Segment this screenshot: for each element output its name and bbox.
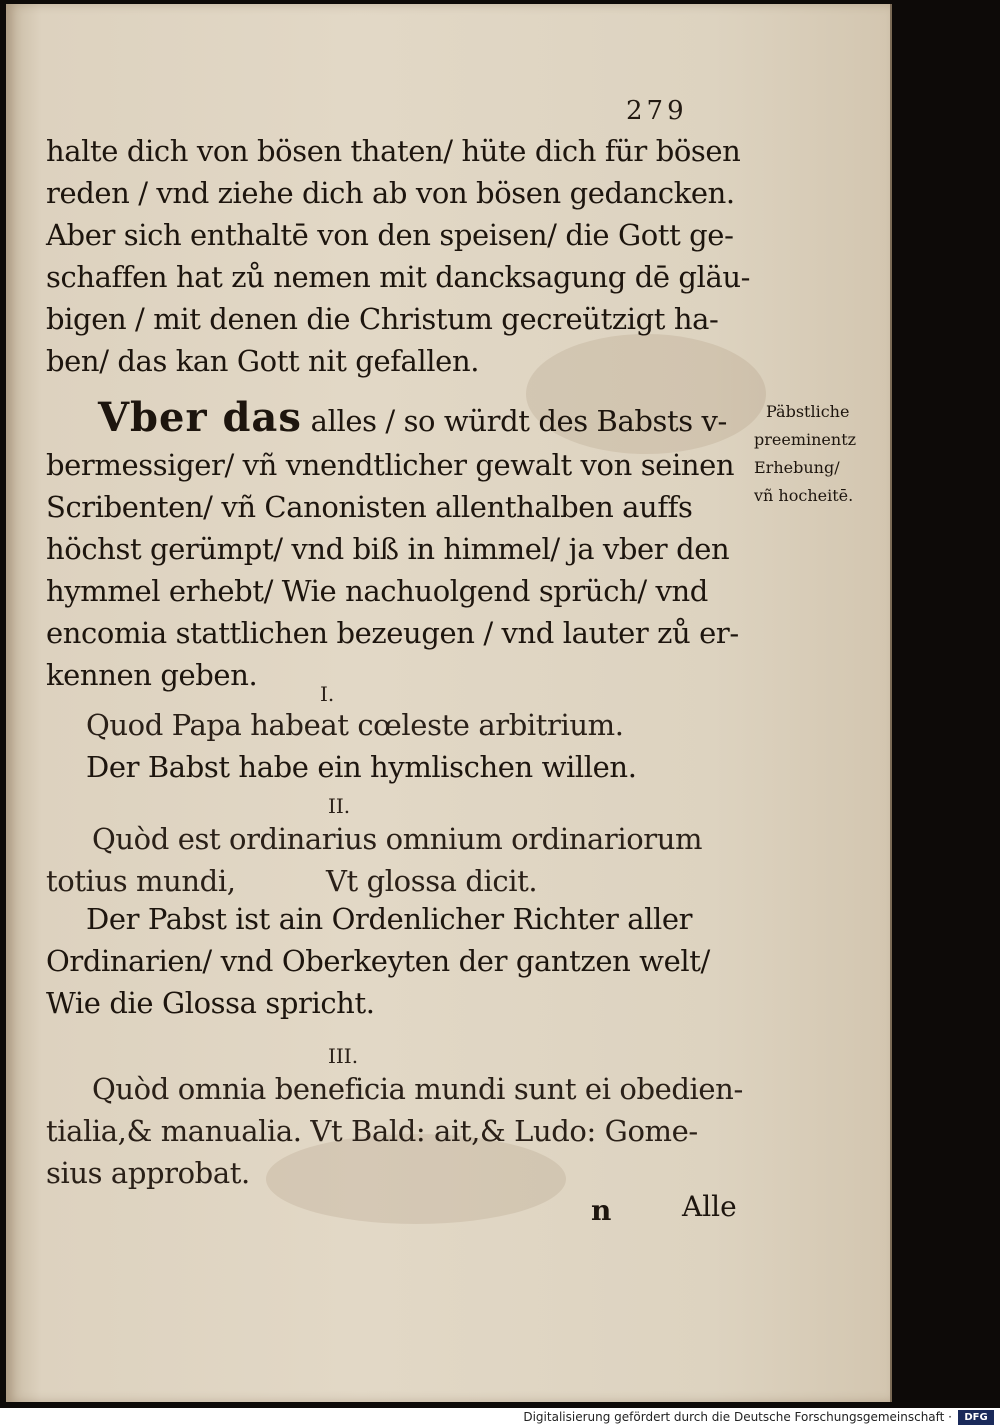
text-line: bermessiger/ vñ vnendtlicher gewalt von seinen xyxy=(46,448,735,482)
latin-line: sius approbat. xyxy=(46,1156,250,1190)
item-numeral: II. xyxy=(328,794,351,818)
german-line: Der Babst habe ein hymlischen willen. xyxy=(86,750,637,784)
german-line: Wie die Glossa spricht. xyxy=(46,986,375,1020)
german-line: Der Pabst ist ain Ordenlicher Richter aller xyxy=(86,902,693,936)
latin-line: Quod Papa habeat cœleste arbitrium. xyxy=(86,708,624,742)
text-line: schaffen hat zů nemen mit dancksagung dē gläu- xyxy=(46,260,751,294)
catchword: Alle xyxy=(682,1190,737,1223)
latin-line: Vt glossa dicit. xyxy=(326,864,538,898)
book-page xyxy=(6,4,892,1402)
text-line: Aber sich enthaltē von den speisen/ die Gott ge- xyxy=(46,218,734,252)
latin-line: Quòd est ordinarius omnium ordinariorum xyxy=(92,822,703,856)
paragraph-first-rest: alles / so würdt des Babsts v- xyxy=(301,404,727,438)
margin-note-line: vñ hocheitē. xyxy=(754,486,854,505)
footer-credit: Digitalisierung gefördert durch die Deutsche Forschungsgemeinschaft · xyxy=(523,1410,952,1424)
margin-note-line: Erhebung/ xyxy=(754,458,840,477)
german-line: Ordinarien/ vnd Oberkeyten der gantzen welt/ xyxy=(46,944,710,978)
item-numeral: I. xyxy=(320,682,335,706)
text-line: halte dich von bösen thaten/ hüte dich für bösen xyxy=(46,134,741,168)
latin-line: totius mundi, xyxy=(46,864,236,898)
paragraph-initial: Vber das xyxy=(98,394,302,441)
text-line: höchst gerümpt/ vnd biß in himmel/ ja vber den xyxy=(46,532,730,566)
margin-note-line: Päbstliche xyxy=(766,402,850,421)
paragraph-first-line xyxy=(98,394,727,441)
text-line: bigen / mit denen die Christum gecreützigt ha- xyxy=(46,302,719,336)
footer-bar xyxy=(0,1408,1000,1428)
signature-mark: n xyxy=(591,1194,612,1227)
text-line: encomia stattlichen bezeugen / vnd lauter zů er- xyxy=(46,616,739,650)
margin-note-line: preeminentz xyxy=(754,430,857,449)
page-number: 279 xyxy=(626,96,688,126)
text-line: hymmel erhebt/ Wie nachuolgend sprüch/ vnd xyxy=(46,574,708,608)
text-line: ben/ das kan Gott nit gefallen. xyxy=(46,344,480,378)
latin-line: tialia,& manualia. Vt Bald: ait,& Ludo: Gome- xyxy=(46,1114,698,1148)
text-line: kennen geben. xyxy=(46,658,258,692)
dfg-logo: DFG xyxy=(958,1410,994,1425)
text-line: reden / vnd ziehe dich ab von bösen gedancken. xyxy=(46,176,735,210)
text-line: Scribenten/ vñ Canonisten allenthalben auffs xyxy=(46,490,693,524)
item-numeral: III. xyxy=(328,1044,359,1068)
latin-line: Quòd omnia beneficia mundi sunt ei obedien- xyxy=(92,1072,743,1106)
